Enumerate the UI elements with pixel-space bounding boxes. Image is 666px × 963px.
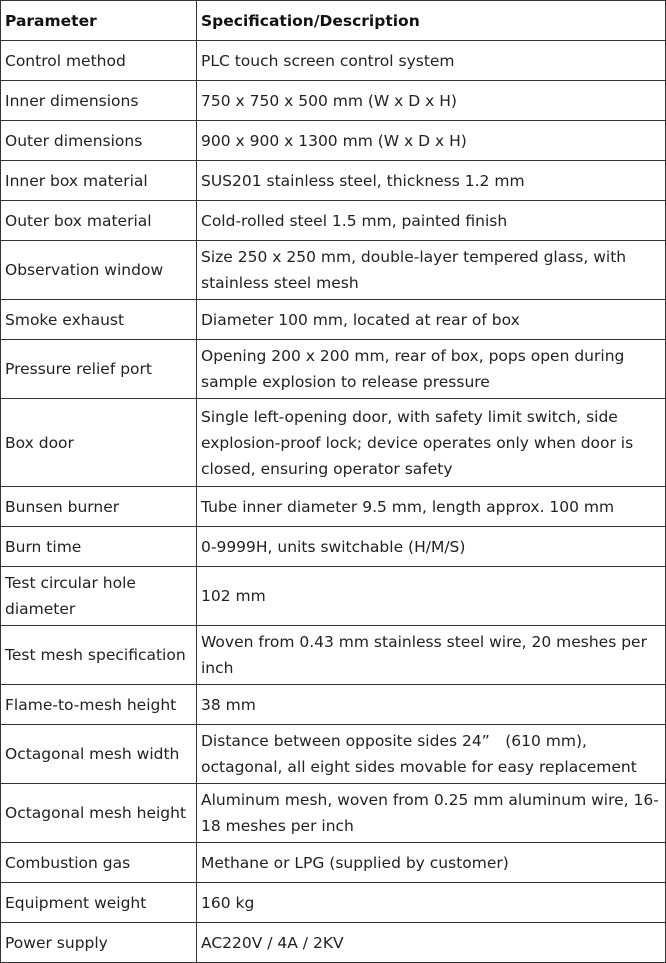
- parameter-cell: Pressure relief port: [1, 340, 197, 399]
- description-cell: Diameter 100 mm, located at rear of box: [197, 300, 666, 340]
- parameter-cell: Equipment weight: [1, 883, 197, 923]
- parameter-cell: Power supply: [1, 923, 197, 963]
- table-row: [1, 399, 666, 487]
- description-cell: Opening 200 x 200 mm, rear of box, pops open during sample explosion to release pressure: [197, 340, 666, 399]
- description-cell: Distance between opposite sides 24” (610 mm), octagonal, all eight sides movable for easy replacement: [197, 725, 666, 784]
- parameter-cell: Bunsen burner: [1, 487, 197, 527]
- table-row: [1, 685, 666, 725]
- description-cell: 102 mm: [197, 567, 666, 626]
- parameter-cell: Outer dimensions: [1, 121, 197, 161]
- description-cell: Single left-opening door, with safety limit switch, side explosion-proof lock; device operates only when door is closed, ensuring operator safety: [197, 399, 666, 487]
- parameter-cell: Inner dimensions: [1, 81, 197, 121]
- description-cell: 900 x 900 x 1300 mm (W x D x H): [197, 121, 666, 161]
- table-row: [1, 81, 666, 121]
- column-header-parameter: Parameter: [1, 1, 197, 41]
- description-cell: Cold-rolled steel 1.5 mm, painted finish: [197, 201, 666, 241]
- table-row: [1, 241, 666, 300]
- table-row: [1, 340, 666, 399]
- table-row: [1, 121, 666, 161]
- description-cell: AC220V / 4A / 2KV: [197, 923, 666, 963]
- description-cell: Aluminum mesh, woven from 0.25 mm aluminum wire, 16-18 meshes per inch: [197, 784, 666, 843]
- table-row: [1, 487, 666, 527]
- parameter-cell: Burn time: [1, 527, 197, 567]
- parameter-cell: Control method: [1, 41, 197, 81]
- parameter-cell: Test mesh specification: [1, 626, 197, 685]
- description-cell: PLC touch screen control system: [197, 41, 666, 81]
- table-row: [1, 201, 666, 241]
- description-cell: 38 mm: [197, 685, 666, 725]
- table-row: [1, 567, 666, 626]
- parameter-cell: Combustion gas: [1, 843, 197, 883]
- table-row: [1, 41, 666, 81]
- parameter-cell: Octagonal mesh height: [1, 784, 197, 843]
- table-row: [1, 300, 666, 340]
- table-row: [1, 527, 666, 567]
- parameter-cell: Box door: [1, 399, 197, 487]
- table-row: [1, 784, 666, 843]
- description-cell: 750 x 750 x 500 mm (W x D x H): [197, 81, 666, 121]
- table-row: [1, 626, 666, 685]
- parameter-cell: Flame-to-mesh height: [1, 685, 197, 725]
- table-row: [1, 883, 666, 923]
- description-cell: Tube inner diameter 9.5 mm, length approx. 100 mm: [197, 487, 666, 527]
- parameter-cell: Outer box material: [1, 201, 197, 241]
- table-row: [1, 725, 666, 784]
- table-header-row: [1, 1, 666, 41]
- table-row: [1, 161, 666, 201]
- description-cell: Woven from 0.43 mm stainless steel wire, 20 meshes per inch: [197, 626, 666, 685]
- parameter-cell: Test circular hole diameter: [1, 567, 197, 626]
- table-row: [1, 843, 666, 883]
- description-cell: 160 kg: [197, 883, 666, 923]
- column-header-description: Specification/Description: [197, 1, 666, 41]
- description-cell: 0-9999H, units switchable (H/M/S): [197, 527, 666, 567]
- description-cell: Methane or LPG (supplied by customer): [197, 843, 666, 883]
- description-cell: SUS201 stainless steel, thickness 1.2 mm: [197, 161, 666, 201]
- parameter-cell: Inner box material: [1, 161, 197, 201]
- parameter-cell: Octagonal mesh width: [1, 725, 197, 784]
- description-cell: Size 250 x 250 mm, double-layer tempered glass, with stainless steel mesh: [197, 241, 666, 300]
- parameter-cell: Observation window: [1, 241, 197, 300]
- parameter-cell: Smoke exhaust: [1, 300, 197, 340]
